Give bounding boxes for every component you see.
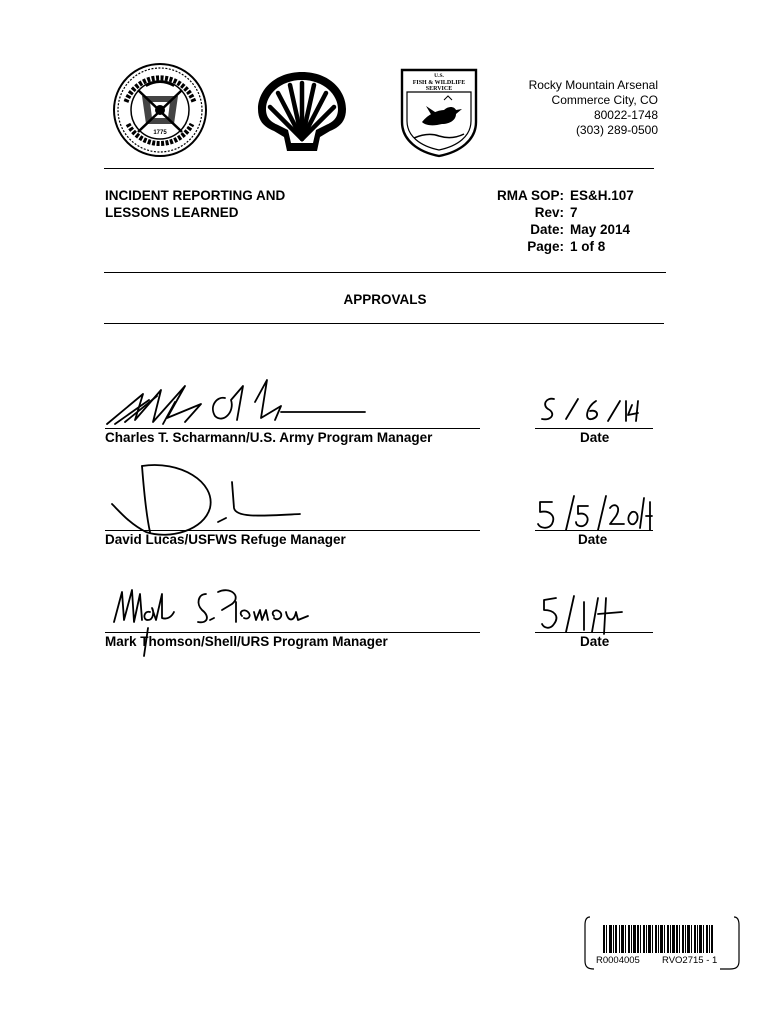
signature-line-3 (105, 632, 480, 633)
svg-text:1775: 1775 (153, 130, 167, 136)
date-label-3: Date (580, 634, 610, 649)
svg-text:SERVICE: SERVICE (425, 86, 453, 92)
address-line-org: Rocky Mountain Arsenal (528, 78, 658, 92)
meta-key-date: Date: (530, 222, 564, 237)
barcode-label (584, 915, 740, 971)
meta-row-date (470, 221, 634, 238)
signature-scharmann (105, 372, 375, 432)
svg-text:FISH & WILDLIFE: FISH & WILDLIFE (412, 80, 466, 86)
title-line-2: LESSONS LEARNED (105, 205, 239, 220)
meta-value-rev: 7 (570, 205, 578, 220)
approvals-heading: APPROVALS (343, 292, 427, 307)
svg-text:U.S.: U.S. (434, 73, 444, 79)
fish-wildlife-emblem-icon (398, 66, 480, 158)
address-line-phone: (303) 289-0500 (575, 123, 658, 137)
barcode-id-right: RVO2715 - 1 (662, 955, 718, 966)
date-label-1: Date (580, 430, 610, 445)
meta-value-page: 1 of 8 (570, 239, 606, 254)
signature-line-1 (105, 428, 480, 429)
signature-line-2 (105, 530, 480, 531)
shell-logo-icon (254, 69, 350, 155)
barcode-icon (603, 925, 713, 953)
date-line-3 (535, 632, 653, 633)
header-divider (104, 168, 654, 169)
approvals-divider (104, 323, 664, 324)
meta-key-page: Page: (527, 239, 564, 254)
signer-1-name: Charles T. Scharmann/U.S. Army Program Manager (105, 430, 433, 445)
date-line-2 (535, 530, 653, 531)
address-line-zip: 80022-1748 (593, 108, 658, 122)
handwritten-date-1 (538, 393, 648, 429)
date-label-2: Date (578, 532, 608, 547)
document-meta (470, 187, 634, 255)
meta-value-sop: ES&H.107 (570, 188, 634, 203)
signer-3-name: Mark Thomson/Shell/URS Program Manager (105, 634, 388, 649)
meta-divider (104, 272, 666, 273)
army-seal-icon (112, 62, 208, 158)
meta-row-rev (470, 204, 634, 221)
address-line-city: Commerce City, CO (551, 93, 658, 107)
barcode-id-left: R0004005 (596, 955, 640, 966)
handwritten-date-2 (536, 494, 656, 534)
document-title (105, 187, 285, 221)
meta-row-sop (470, 187, 634, 204)
signer-2-name: David Lucas/USFWS Refuge Manager (105, 532, 346, 547)
date-line-1 (535, 428, 653, 429)
title-line-1: INCIDENT REPORTING AND (105, 188, 286, 203)
meta-row-page (470, 238, 634, 255)
meta-key-rev: Rev: (534, 205, 564, 220)
address-block (529, 78, 658, 138)
meta-value-date: May 2014 (570, 222, 631, 237)
meta-key-sop: RMA SOP: (497, 188, 564, 203)
